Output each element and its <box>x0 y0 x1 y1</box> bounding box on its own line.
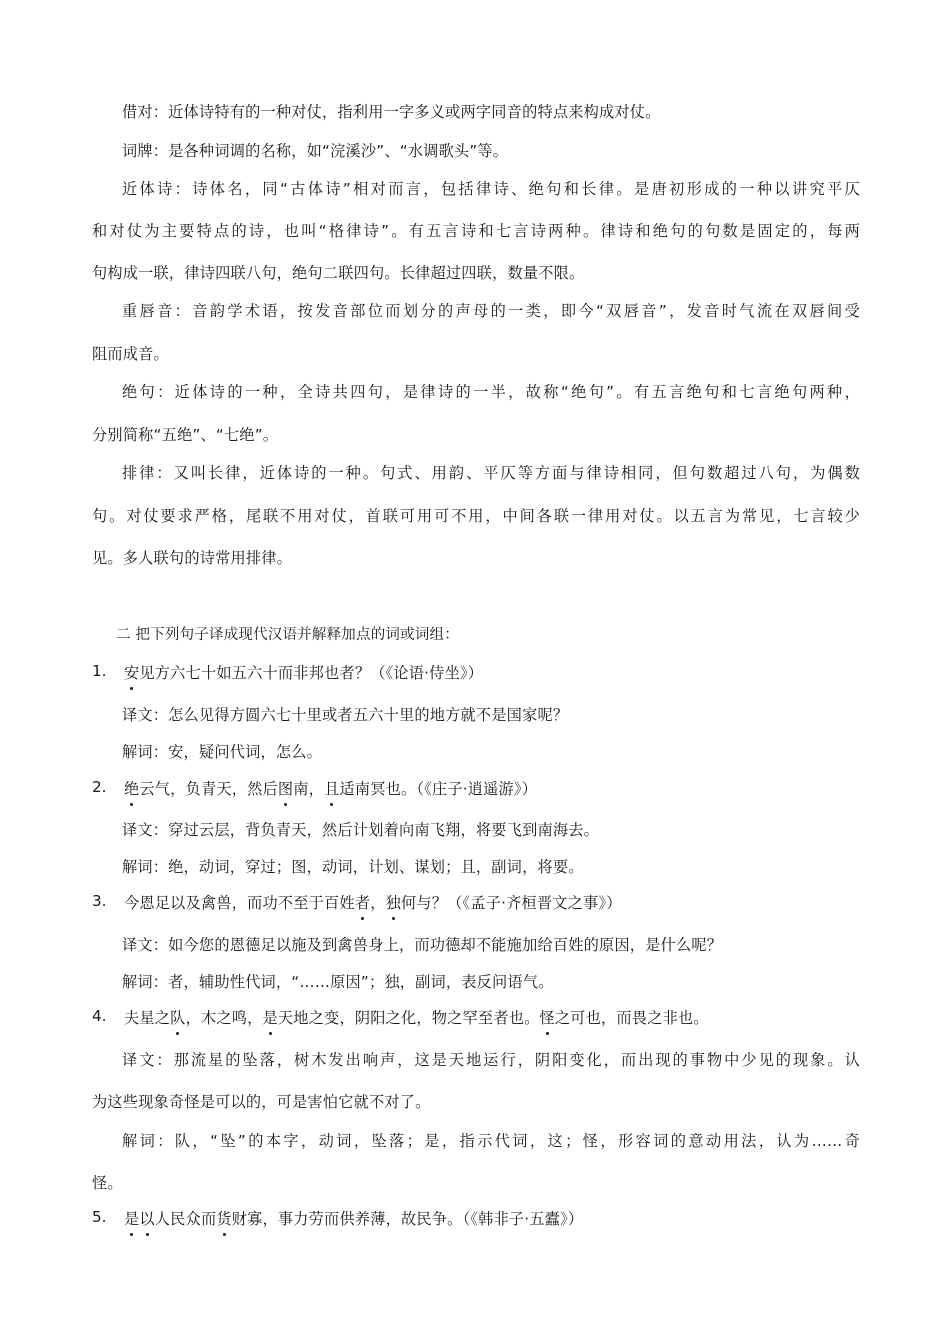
sentence-text: 南， <box>293 780 325 798</box>
item-number: 1. <box>92 662 107 680</box>
item-number: 2. <box>92 778 107 796</box>
emphasized-char: 是 <box>124 1210 140 1228</box>
term-jueju-line: 分别简称“五绝”、“七绝”。 <box>92 426 279 444</box>
item-translation: 译文：怎么见得方圆六七十里或者五六十里的地方就不是国家呢？ <box>122 706 569 724</box>
item-glossary-line: 怪。 <box>92 1174 123 1192</box>
item-sentence <box>124 1007 709 1028</box>
item-glossary: 解词：安，疑问代词，怎么。 <box>122 743 323 761</box>
emphasized-char: 货 <box>216 1210 232 1228</box>
term-jueju-line: 绝句：近体诗的一种，全诗共四句，是律诗的一半，故称“绝句”。有五言绝句和七言绝句两种， <box>122 383 860 401</box>
item-glossary: 解词：绝，动词，穿过；图，动词，计划、谋划；且，副词，将要。 <box>122 858 584 876</box>
term-cipai: 词牌：是各种词调的名称，如“浣溪沙”、“水调歌头”等。 <box>122 142 509 160</box>
item-number: 4. <box>92 1007 107 1025</box>
term-pailv-line: 排律：又叫长律，近体诗的一种。句式、用韵、平仄等方面与律诗相同，但句数超过八句，为偶数 <box>122 464 860 482</box>
emphasized-char: 队 <box>170 1009 186 1027</box>
item-glossary-line: 解词：队，“坠”的本字，动词，坠落；是，指示代词，这；怪，形容词的意动用法，认为……奇 <box>122 1132 860 1150</box>
emphasized-char: 以 <box>139 1210 155 1228</box>
sentence-text: 夫星之 <box>124 1009 171 1027</box>
item-sentence <box>124 1208 583 1229</box>
emphasized-char: 图 <box>277 780 294 798</box>
emphasized-char: 独 <box>385 894 401 912</box>
item-translation: 译文：如今您的恩德足以施及到禽兽身上，而功德却不能施加给百姓的原因，是什么呢？ <box>122 936 723 954</box>
term-jintishi-line: 近体诗：诗体名，同“古体诗”相对而言，包括律诗、绝句和长律。是唐初形成的一种以讲究平仄 <box>122 180 860 198</box>
term-pailv-line: 见。多人联句的诗常用排律。 <box>92 549 293 567</box>
item-translation: 译文：穿过云层，背负青天，然后计划着向南飞翔，将要飞到南海去。 <box>122 821 600 839</box>
term-jiedui: 借对：近体诗特有的一种对仗，指利用一字多义或两字同音的特点来构成对仗。 <box>122 103 661 121</box>
sentence-text: 人民众而 <box>154 1210 217 1228</box>
term-jintishi-line: 和对仗为主要特点的诗，也叫“格律诗”。有五言诗和七言诗两种。律诗和绝句的句数是固定的，每两 <box>92 222 860 240</box>
term-jintishi-line: 句构成一联，律诗四联八句，绝句二联四句。长律超过四联，数量不限。 <box>92 264 585 282</box>
emphasized-char: 绝 <box>124 780 140 798</box>
item-sentence <box>124 778 537 799</box>
sentence-text: 之可也，而畏之非也。 <box>554 1009 709 1027</box>
sentence-text: 云气，负青天，然后 <box>139 780 278 798</box>
term-pailv-line: 句。对仗要求严格，尾联不用对仗，首联可用可不用，中间各联一律用对仗。以五言为常见，七言较少 <box>92 507 860 525</box>
emphasized-char: 安 <box>124 664 140 682</box>
sentence-text: 见方六七十如五六十而非邦也者？（《论语·侍坐》） <box>139 664 484 682</box>
emphasized-char: 怪 <box>539 1009 555 1027</box>
section-heading: 二 把下列句子译成现代汉语并解释加点的词或词组： <box>116 627 459 643</box>
term-chongchunyin-line: 阻而成音。 <box>92 345 169 363</box>
item-number: 3. <box>92 892 107 910</box>
sentence-text: 适南冥也。（《庄子·逍遥游》） <box>339 780 538 798</box>
item-translation-line: 译文：那流星的坠落，树木发出响声，这是天地运行，阴阳变化，而出现的事物中少见的现象。认 <box>122 1051 860 1069</box>
emphasized-char: 且 <box>324 780 340 798</box>
sentence-text: 天地之变，阴阳之化，物之罕至者也。 <box>277 1009 540 1027</box>
sentence-text: ， <box>370 894 386 912</box>
sentence-text: 今恩足以及禽兽，而功不至于百姓 <box>124 894 355 912</box>
sentence-text: 何与？（《孟子·齐桓晋文之事》） <box>400 894 622 912</box>
emphasized-char: 是 <box>262 1009 278 1027</box>
item-number: 5. <box>92 1208 107 1226</box>
item-sentence <box>124 892 622 913</box>
item-sentence <box>124 662 483 683</box>
item-glossary: 解词：者，辅助性代词，“……原因”；独，副词，表反问语气。 <box>122 973 554 991</box>
item-translation-line: 为这些现象奇怪是可以的，可是害怕它就不对了。 <box>92 1093 431 1111</box>
sentence-text: 财寡，事力劳而供养薄，故民争。（《韩非子·五蠹》） <box>231 1210 584 1228</box>
term-chongchunyin-line: 重唇音：音韵学术语，按发音部位而划分的声母的一类，即今“双唇音”，发音时气流在双唇间受 <box>122 302 860 320</box>
emphasized-char: 者 <box>354 894 371 912</box>
sentence-text: ，木之鸣， <box>185 1009 263 1027</box>
